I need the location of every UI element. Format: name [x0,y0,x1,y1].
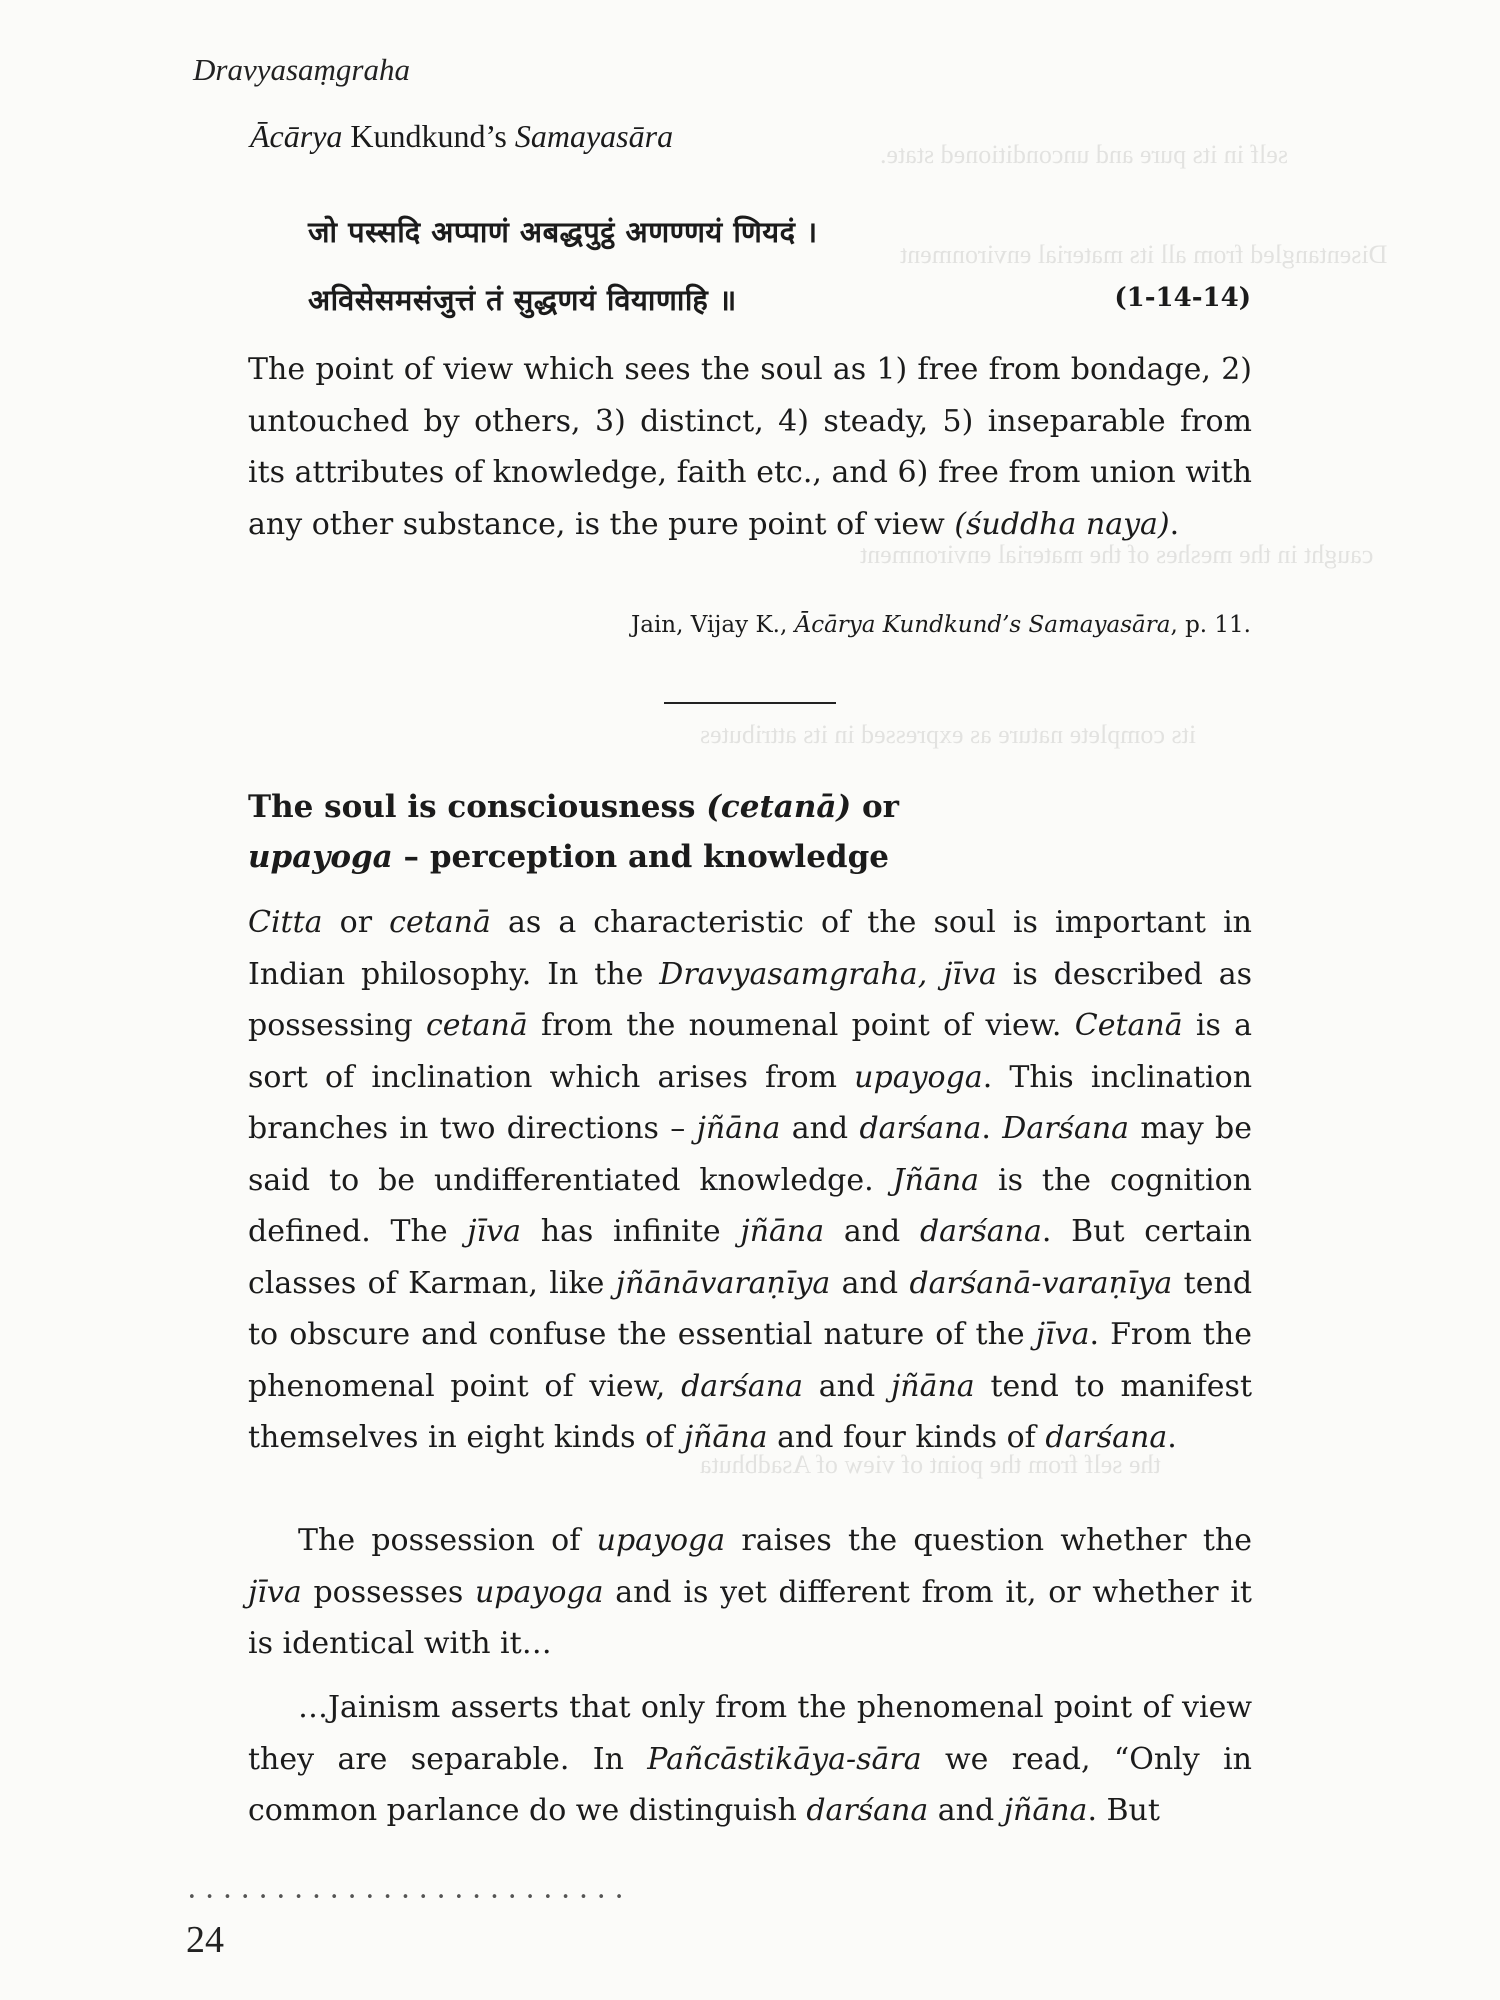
body-paragraph-2: The possession of upayoga raises the question whether the jīva possesses upayoga and is yet different from it, or whether it is identical with it… [248,1523,1253,1661]
section-heading: The soul is consciousness (cetanā) or upayoga – perception and knowledge [248,789,899,875]
bleed-through-line: self in its pure and unconditioned state. [880,140,1288,169]
bleed-through-line: caught in the meshes of the material environment [860,540,1374,569]
running-head: Dravyasaṃgraha [193,52,410,87]
section-divider [664,702,836,704]
prakrit-verse-line-2: अविसेसमसंजुत्तं तं सुद्धणयं वियाणाहि ॥ [308,283,737,317]
body-paragraph-3: …Jainism asserts that only from the phenomenal point of view they are separable. In Pañcāstikāya-sāra we read, “Only in common parlance do we distinguish darśana and jñāna. But [248,1690,1252,1828]
bleed-through-line: its complete nature as expressed in its attributes [700,720,1197,749]
page-number: 24 [186,1919,224,1961]
citation: Jain, Vijay K., Ācārya Kundkund’s Samayasāra, p. 11. [631,612,1251,638]
quote-paragraph: The point of view which sees the soul as 1) free from bondage, 2) untouched by others, 3) distinct, 4) steady, 5) inseparable from its attributes of knowledge, faith etc., and 6) free from union with any other substance, is the pure point of view (śuddha naya). [248,352,1252,542]
decorative-dot-row: • • • • • • • • • • • • • • • • • • • • • • • • • [188,1890,626,1905]
bleed-through-line: the self from the point of view of Asadbhuta [700,1450,1161,1479]
body-paragraph-1: Citta or cetanā as a characteristic of the soul is important in Indian philosophy. In the Dravyasamgraha, jīva is described as possessing cetanā from the noumenal point of view. Cetanā is a sort of inclination which arises from upayoga. This inclination branches in two directions – jñāna and darśana. Darśana may be said to be undifferentiated knowledge. Jñāna is the cognition defined. The jīva has infinite jñāna and darśana. But certain classes of Karman, like jñānāvaraṇīya and darśanā-varaṇīya tend to obscure and confuse the essential nature of the jīva. From the phenomenal point of view, darśana and jñāna tend to manifest themselves in eight kinds of jñāna and four kinds of darśana. [248,905,1253,1455]
bleed-through-line: Disentangled from all its material environment [900,240,1388,269]
prakrit-verse-line-1: जो पस्सदि अप्पाणं अबद्धपुट्ठं अणण्णयं णियदं । [308,215,818,249]
source-title: Ācārya Kundkund’s Samayasāra [250,118,674,154]
verse-reference: (1-14-14) [1114,283,1251,313]
